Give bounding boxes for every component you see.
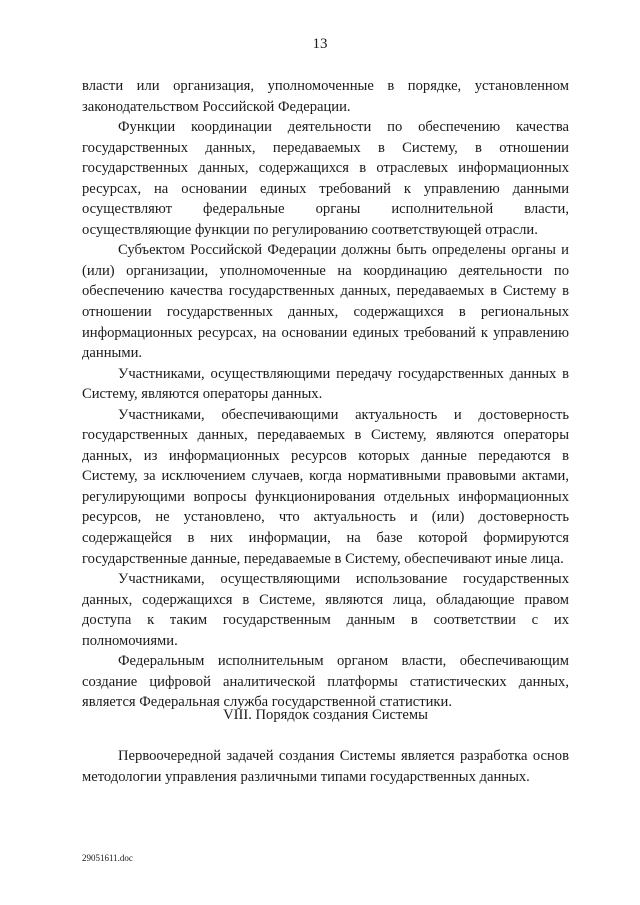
- paragraph-priority-task: Первоочередной задачей создания Системы является разработка основ методологии управления различными типами государственных данных.: [82, 748, 569, 785]
- body-text: [82, 76, 569, 713]
- paragraph-regional-bodies: Субъектом Российской Федерации должны быть определены органы и (или) организации, уполномоченные на координацию деятельности по обеспечению качества государственных данных, передаваемых в Систему в отношении государственных данных, содержащихся в региональных информационных ресурсах, на основании единых требований к управлению данными.: [82, 242, 569, 362]
- paragraph-data-transfer: Участниками, осуществляющими передачу государственных данных в Систему, являются операторы данных.: [82, 365, 569, 403]
- paragraph-data-usage: Участниками, осуществляющими использование государственных данных, содержащихся в Системе, являются лица, обладающие правом доступа к таким государственным данным в соответствии с их полномочиями.: [82, 571, 569, 649]
- page-number: 13: [312, 36, 328, 52]
- paragraph-federal-statistics: Федеральным исполнительным органом власти, обеспечивающим создание цифровой аналитической платформы статистических данных, является Федеральная служба государственной статистики.: [82, 653, 569, 711]
- footer-document-code: 29051611.doc: [82, 853, 133, 863]
- paragraph-coordination-functions: Функции координации деятельности по обеспечению качества государственных данных, передаваемых в Систему, в отношении государственных данных, содержащихся в отраслевых информационных ресурсах, на основании единых требований к управлению данными осуществляют федеральные органы исполнительной власти, осуществляющие функции по регулированию соответствующей отрасли.: [82, 119, 569, 238]
- section-heading: VIII. Порядок создания Системы: [223, 707, 428, 723]
- paragraph-data-accuracy: Участниками, обеспечивающими актуальность и достоверность государственных данных, передаваемых в Систему, являются операторы данных, из информационных ресурсов которых данные передаются в Систему, за исключением случаев, когда нормативными правовыми актами, регулирующими вопросы функционирования отдельных информационных ресурсов, не установлено, что актуальность и (или) достоверность содержащейся в них информации, на базе которой формируются государственные данные, передаваемые в Систему, обеспечивают иные лица.: [82, 406, 569, 567]
- paragraph-continuation: власти или организация, уполномоченные в порядке, установленном законодательством Российской Федерации.: [82, 78, 569, 115]
- final-text: [82, 746, 569, 787]
